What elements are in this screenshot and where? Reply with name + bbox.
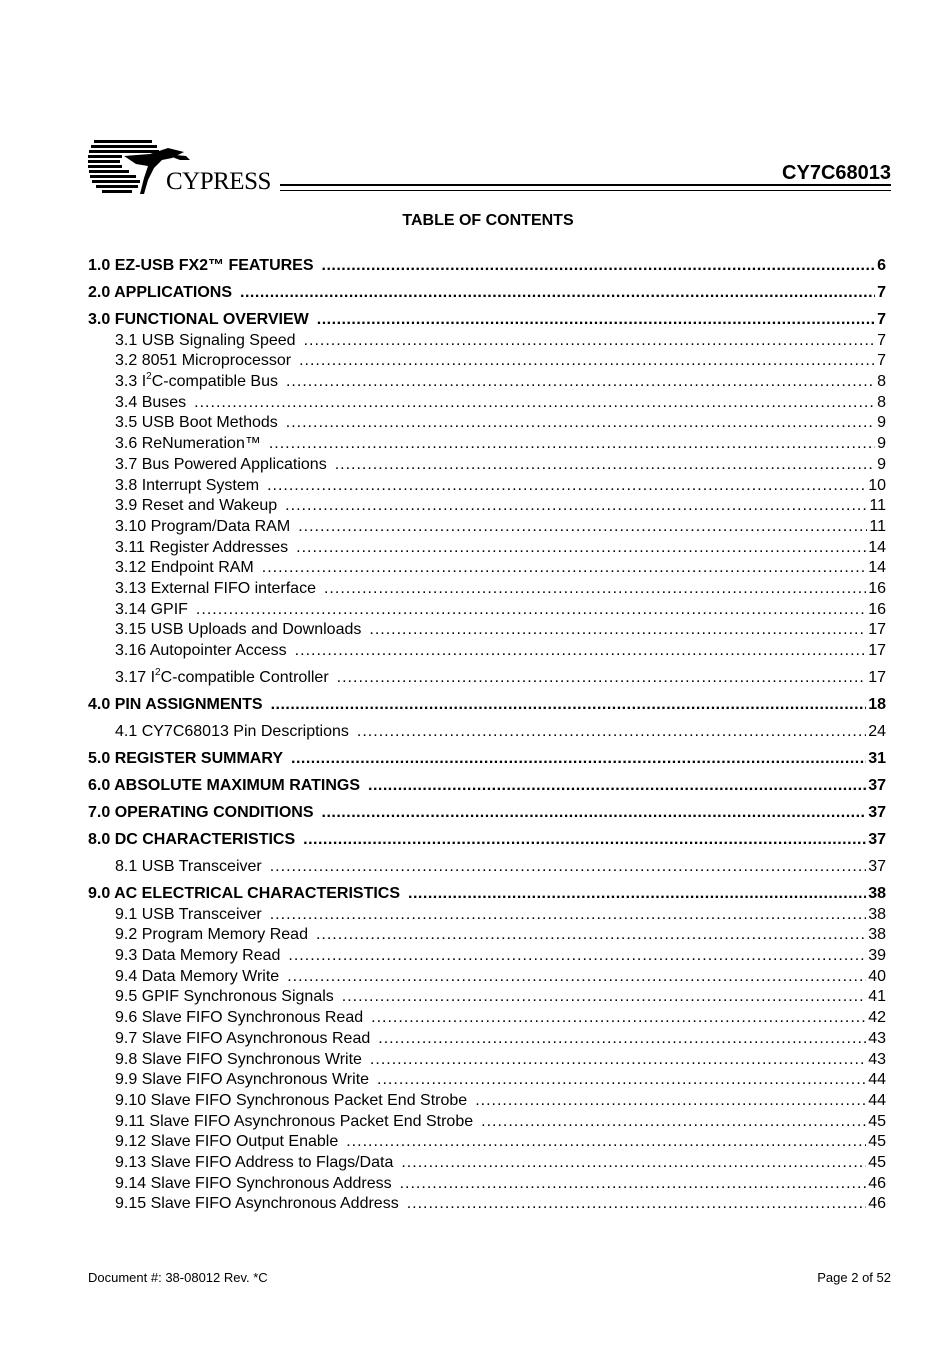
toc-entry-label: 9.7 Slave FIFO Asynchronous Read xyxy=(115,1029,371,1047)
toc-entry-label: 3.8 Interrupt System xyxy=(115,476,260,494)
toc-entry-label: 1.0 EZ-USB FX2™ FEATURES xyxy=(88,257,314,274)
toc-entry-page: 7 xyxy=(877,352,886,370)
toc-leader-dots xyxy=(337,669,867,687)
toc-entry-page: 46 xyxy=(868,1195,886,1213)
toc-entry-page: 7 xyxy=(877,311,886,328)
toc-entry-label: 3.12 Endpoint RAM xyxy=(115,559,254,577)
toc-leader-dots xyxy=(194,394,875,412)
toc-entry[interactable] xyxy=(88,1048,886,1069)
toc-entry-page: 38 xyxy=(868,926,886,944)
toc-entry-label: 6.0 ABSOLUTE MAXIMUM RATINGS xyxy=(88,777,361,794)
toc-entry[interactable] xyxy=(88,598,886,619)
toc-leader-dots xyxy=(317,311,875,329)
toc-entry-label: 5.0 REGISTER SUMMARY xyxy=(88,750,283,767)
toc-entry-label: 9.6 Slave FIFO Synchronous Read xyxy=(115,1009,364,1027)
toc-leader-dots xyxy=(270,858,866,876)
toc-entry-page: 37 xyxy=(868,804,886,821)
toc-entry-page: 10 xyxy=(868,476,886,494)
toc-entry[interactable] xyxy=(88,577,886,598)
toc-leader-dots xyxy=(342,988,866,1006)
toc-entry-page: 45 xyxy=(868,1153,886,1171)
toc-entry[interactable] xyxy=(88,1110,886,1131)
toc-entry-page: 7 xyxy=(877,331,886,349)
toc-entry-page: 44 xyxy=(868,1071,886,1089)
toc-entry[interactable] xyxy=(88,536,886,557)
toc-entry-label: 4.0 PIN ASSIGNMENTS xyxy=(88,696,263,713)
toc-entry[interactable] xyxy=(88,557,886,578)
toc-entry-label: 3.3 $I^2C$-compatible Bus xyxy=(115,371,278,391)
toc-entry-label: 9.8 Slave FIFO Synchronous Write xyxy=(115,1050,362,1068)
toc-entry-page: 9 xyxy=(877,455,886,473)
toc-leader-dots xyxy=(346,1133,866,1151)
toc-leader-dots xyxy=(335,456,875,474)
toc-entry[interactable] xyxy=(88,768,886,795)
toc-leader-dots xyxy=(408,885,866,903)
toc-entry[interactable] xyxy=(88,1089,886,1110)
toc-entry[interactable] xyxy=(88,515,886,536)
toc-leader-dots xyxy=(295,642,867,660)
toc-entry-label: 3.1 USB Signaling Speed xyxy=(115,331,296,349)
toc-entry-page: 14 xyxy=(868,538,886,556)
toc-entry[interactable] xyxy=(88,248,886,275)
toc-entry[interactable] xyxy=(88,687,886,714)
toc-entry-page: 42 xyxy=(868,1009,886,1027)
toc-entry-page: 41 xyxy=(868,988,886,1006)
toc-leader-dots xyxy=(296,539,866,557)
toc-leader-dots xyxy=(371,1009,866,1027)
toc-entry[interactable] xyxy=(88,1069,886,1090)
toc-leader-dots xyxy=(287,968,866,986)
toc-entry[interactable] xyxy=(88,876,886,903)
toc-entry-label: 9.11 Slave FIFO Asynchronous Packet End Strobe xyxy=(115,1112,474,1130)
toc-entry-label: 9.5 GPIF Synchronous Signals xyxy=(115,988,334,1006)
toc-leader-dots xyxy=(285,497,867,515)
toc-leader-dots xyxy=(286,414,875,432)
toc-entry[interactable] xyxy=(88,660,886,687)
toc-leader-dots xyxy=(324,580,866,598)
toc-entry[interactable] xyxy=(88,391,886,412)
toc-entry-label: 3.4 Buses xyxy=(115,393,187,411)
toc-entry-label: 4.1 CY7C68013 Pin Descriptions xyxy=(115,723,349,740)
toc-entry-label: 7.0 OPERATING CONDITIONS xyxy=(88,804,314,821)
toc-entry-label: 3.2 8051 Microprocessor xyxy=(115,352,292,370)
toc-entry-label: 3.7 Bus Powered Applications xyxy=(115,455,327,473)
toc-entry-page: 8 xyxy=(877,393,886,411)
toc-entry-page: 24 xyxy=(868,723,886,740)
toc-entry-label: 9.2 Program Memory Read xyxy=(115,926,308,944)
toc-entry-label: 3.6 ReNumeration™ xyxy=(115,435,261,453)
toc-entry-page: 45 xyxy=(868,1112,886,1130)
toc-entry[interactable] xyxy=(88,965,886,986)
toc-entry[interactable] xyxy=(88,412,886,433)
toc-leader-dots xyxy=(481,1113,866,1131)
toc-leader-dots xyxy=(322,804,867,822)
toc-leader-dots xyxy=(322,257,876,275)
toc-entry-label: 3.9 Reset and Wakeup xyxy=(115,497,278,515)
toc-entry-page: 17 xyxy=(868,621,886,639)
toc-entry-page: 38 xyxy=(868,885,886,902)
toc-entry-label: 9.14 Slave FIFO Synchronous Address xyxy=(115,1174,392,1192)
toc-entry-label: 3.17 $I^2C$-compatible Controller xyxy=(115,667,329,686)
toc-entry[interactable] xyxy=(88,453,886,474)
toc-leader-dots xyxy=(475,1092,866,1110)
toc-entry[interactable] xyxy=(88,944,886,965)
toc-entry-page: 17 xyxy=(868,642,886,659)
toc-entry-page: 18 xyxy=(868,696,886,713)
toc-entry[interactable] xyxy=(88,849,886,876)
toc-leader-dots xyxy=(303,831,866,849)
toc-leader-dots xyxy=(378,1030,866,1048)
page-number: Page 2 of 52 xyxy=(817,1270,891,1285)
toc-entry[interactable] xyxy=(88,741,886,768)
toc-entry-label: 9.0 AC ELECTRICAL CHARACTERISTICS xyxy=(88,885,401,902)
toc-entry-label: 3.15 USB Uploads and Downloads xyxy=(115,621,362,639)
table-of-contents xyxy=(88,248,886,1213)
company-name: CYPRESS xyxy=(166,168,271,195)
toc-entry[interactable] xyxy=(88,474,886,495)
toc-entry-label: 8.1 USB Transceiver xyxy=(115,858,262,875)
toc-entry-page: 11 xyxy=(869,497,886,515)
toc-leader-dots xyxy=(407,1195,867,1213)
toc-entry[interactable] xyxy=(88,350,886,371)
toc-entry[interactable] xyxy=(88,1151,886,1172)
toc-entry[interactable] xyxy=(88,903,886,924)
toc-entry[interactable] xyxy=(88,370,886,391)
toc-leader-dots xyxy=(240,284,875,302)
toc-entry-page: 37 xyxy=(868,831,886,848)
toc-leader-dots xyxy=(288,947,866,965)
toc-entry-page: 14 xyxy=(868,559,886,577)
toc-entry-label: 3.0 FUNCTIONAL OVERVIEW xyxy=(88,311,309,328)
toc-entry-label: 3.5 USB Boot Methods xyxy=(115,414,278,432)
toc-entry-label: 9.12 Slave FIFO Output Enable xyxy=(115,1133,339,1151)
toc-leader-dots xyxy=(271,696,867,714)
toc-entry-page: 46 xyxy=(868,1174,886,1192)
toc-leader-dots xyxy=(370,1051,866,1069)
toc-leader-dots xyxy=(357,723,866,741)
toc-entry-page: 43 xyxy=(868,1050,886,1068)
toc-leader-dots xyxy=(299,352,875,370)
toc-entry[interactable] xyxy=(88,795,886,822)
toc-entry-page: 40 xyxy=(868,967,886,985)
toc-entry-page: 9 xyxy=(877,414,886,432)
toc-leader-dots xyxy=(316,926,866,944)
toc-entry[interactable] xyxy=(88,639,886,660)
toc-title: TABLE OF CONTENTS xyxy=(402,212,574,229)
toc-entry[interactable] xyxy=(88,1006,886,1027)
toc-entry-page: 38 xyxy=(868,905,886,923)
toc-entry[interactable] xyxy=(88,432,886,453)
toc-entry[interactable] xyxy=(88,495,886,516)
toc-entry-page: 37 xyxy=(868,858,886,875)
toc-entry[interactable] xyxy=(88,1131,886,1152)
toc-entry-label: 3.16 Autopointer Access xyxy=(115,642,287,659)
toc-entry[interactable] xyxy=(88,1027,886,1048)
toc-leader-dots xyxy=(286,373,875,391)
toc-entry-label: 3.11 Register Addresses xyxy=(115,538,289,556)
toc-entry[interactable] xyxy=(88,986,886,1007)
toc-entry[interactable] xyxy=(88,924,886,945)
toc-leader-dots xyxy=(267,477,866,495)
toc-entry-label: 3.14 GPIF xyxy=(115,600,188,618)
toc-entry-page: 6 xyxy=(877,257,886,274)
toc-leader-dots xyxy=(298,518,867,536)
toc-leader-dots xyxy=(291,750,866,768)
toc-leader-dots xyxy=(269,435,875,453)
toc-entry-label: 9.13 Slave FIFO Address to Flags/Data xyxy=(115,1153,394,1171)
toc-leader-dots xyxy=(196,601,866,619)
toc-entry[interactable] xyxy=(88,714,886,741)
toc-leader-dots xyxy=(377,1071,866,1089)
page-header xyxy=(88,134,891,198)
toc-leader-dots xyxy=(369,621,866,639)
toc-entry-label: 9.15 Slave FIFO Asynchronous Address xyxy=(115,1195,399,1213)
toc-entry[interactable] xyxy=(88,302,886,329)
toc-entry-label: 2.0 APPLICATIONS xyxy=(88,284,233,301)
toc-leader-dots xyxy=(401,1154,866,1172)
toc-entry-label: 8.0 DC CHARACTERISTICS xyxy=(88,831,296,848)
toc-entry-page: 43 xyxy=(868,1029,886,1047)
toc-leader-dots xyxy=(304,332,876,350)
toc-leader-dots xyxy=(400,1175,867,1193)
part-number: CY7C68013 xyxy=(782,162,891,184)
toc-entry-page: 17 xyxy=(868,669,886,686)
toc-leader-dots xyxy=(262,559,866,577)
toc-entry[interactable] xyxy=(88,1172,886,1193)
toc-entry-label: 9.1 USB Transceiver xyxy=(115,905,262,923)
header-rule-thin xyxy=(280,190,891,191)
toc-entry-page: 16 xyxy=(868,600,886,618)
toc-entry-page: 11 xyxy=(869,517,886,535)
toc-entry-page: 16 xyxy=(868,579,886,597)
toc-entry-label: 9.4 Data Memory Write xyxy=(115,967,280,985)
toc-entry-page: 39 xyxy=(868,947,886,965)
toc-entry-page: 7 xyxy=(877,284,886,301)
toc-entry-page: 44 xyxy=(868,1091,886,1109)
toc-entry[interactable] xyxy=(88,619,886,640)
toc-entry[interactable] xyxy=(88,822,886,849)
toc-leader-dots xyxy=(270,906,866,924)
toc-entry-page: 45 xyxy=(868,1133,886,1151)
toc-entry[interactable] xyxy=(88,275,886,302)
toc-entry-page: 8 xyxy=(877,373,886,391)
toc-entry-label: 9.3 Data Memory Read xyxy=(115,947,281,965)
toc-entry[interactable] xyxy=(88,329,886,350)
toc-entry-page: 9 xyxy=(877,435,886,453)
toc-entry-page: 31 xyxy=(868,750,886,767)
toc-entry-label: 9.9 Slave FIFO Asynchronous Write xyxy=(115,1071,370,1089)
toc-entry-label: 3.10 Program/Data RAM xyxy=(115,517,291,535)
toc-leader-dots xyxy=(368,777,866,795)
toc-entry-label: 9.10 Slave FIFO Synchronous Packet End Strobe xyxy=(115,1091,468,1109)
toc-entry-page: 37 xyxy=(868,777,886,794)
toc-entry-label: 3.13 External FIFO interface xyxy=(115,579,316,597)
document-number: Document #: 38-08012 Rev. *C xyxy=(88,1270,268,1285)
toc-entry[interactable] xyxy=(88,1193,886,1214)
